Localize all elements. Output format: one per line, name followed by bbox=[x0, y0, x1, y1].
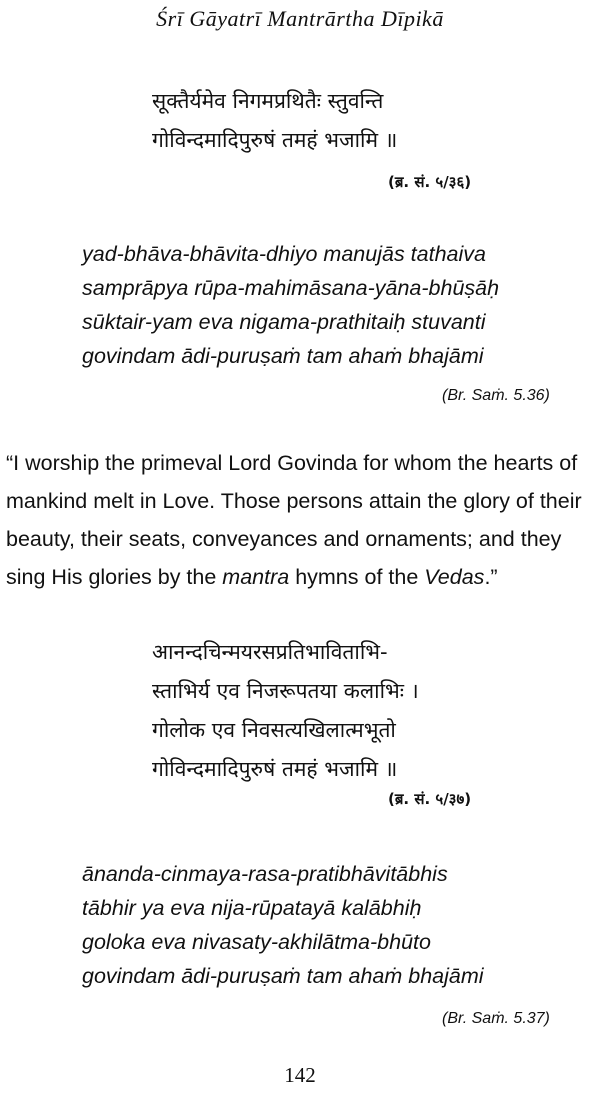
transliteration-line: goloka eva nivasaty-akhilātma-bhūto bbox=[82, 930, 431, 954]
devanagari-line: गोलोक एव निवसत्यखिलात्मभूतो bbox=[152, 718, 396, 742]
verse2-reference: (Br. Saṁ. 5.37) bbox=[442, 1010, 550, 1027]
verse2-transliteration bbox=[82, 857, 484, 993]
verse2-devanagari bbox=[152, 633, 419, 789]
translation-emphasis: mantra bbox=[222, 565, 290, 589]
transliteration-line: ānanda-cinmaya-rasa-pratibhāvitābhis bbox=[82, 862, 448, 886]
verse2-devanagari-reference: (ब्र. सं. ५/३७) bbox=[388, 790, 472, 808]
translation-emphasis: Vedas bbox=[424, 565, 485, 589]
verse1-devanagari bbox=[152, 82, 397, 160]
transliteration-line: samprāpya rūpa-mahimāsana-yāna-bhūṣāḥ bbox=[82, 276, 500, 300]
transliteration-line: yad-bhāva-bhāvita-dhiyo manujās tathaiva bbox=[82, 242, 486, 266]
devanagari-line: आनन्दचिन्मयरसप्रतिभाविताभि- bbox=[152, 640, 388, 664]
transliteration-line: govindam ādi-puruṣaṁ tam ahaṁ bhajāmi bbox=[82, 964, 484, 988]
devanagari-line: गोविन्दमादिपुरुषं तमहं भजामि ॥ bbox=[152, 128, 398, 152]
transliteration-line: tābhir ya eva nija-rūpatayā kalābhiḥ bbox=[82, 896, 422, 920]
translation-text: hymns of the bbox=[289, 565, 425, 589]
verse1-transliteration bbox=[82, 237, 499, 373]
translation-paragraph bbox=[6, 444, 596, 596]
devanagari-line: स्ताभिर्य एव निजरूपतया कलाभिः । bbox=[152, 679, 419, 703]
devanagari-line: गोविन्दमादिपुरुषं तमहं भजामि ॥ bbox=[152, 757, 398, 781]
page-number: 142 bbox=[284, 1063, 316, 1087]
transliteration-line: govindam ādi-puruṣaṁ tam ahaṁ bhajāmi bbox=[82, 344, 484, 368]
translation-text: “I worship the primeval Lord Govinda for whom the hearts of mankind melt in Love. Those persons attain the glory of their beauty, their seats, conveyances and ornaments; and they sing His glories by the bbox=[6, 451, 582, 589]
verse1-devanagari-reference: (ब्र. सं. ५/३६) bbox=[388, 173, 472, 191]
transliteration-line: sūktair-yam eva nigama-prathitaiḥ stuvanti bbox=[82, 310, 486, 334]
translation-text: .” bbox=[484, 565, 498, 589]
running-header: Śrī Gāyatrī Mantrārtha Dīpikā bbox=[156, 6, 444, 31]
verse1-reference: (Br. Saṁ. 5.36) bbox=[442, 387, 550, 404]
devanagari-line: सूक्तैर्यमेव निगमप्रथितैः स्तुवन्ति bbox=[152, 89, 384, 113]
